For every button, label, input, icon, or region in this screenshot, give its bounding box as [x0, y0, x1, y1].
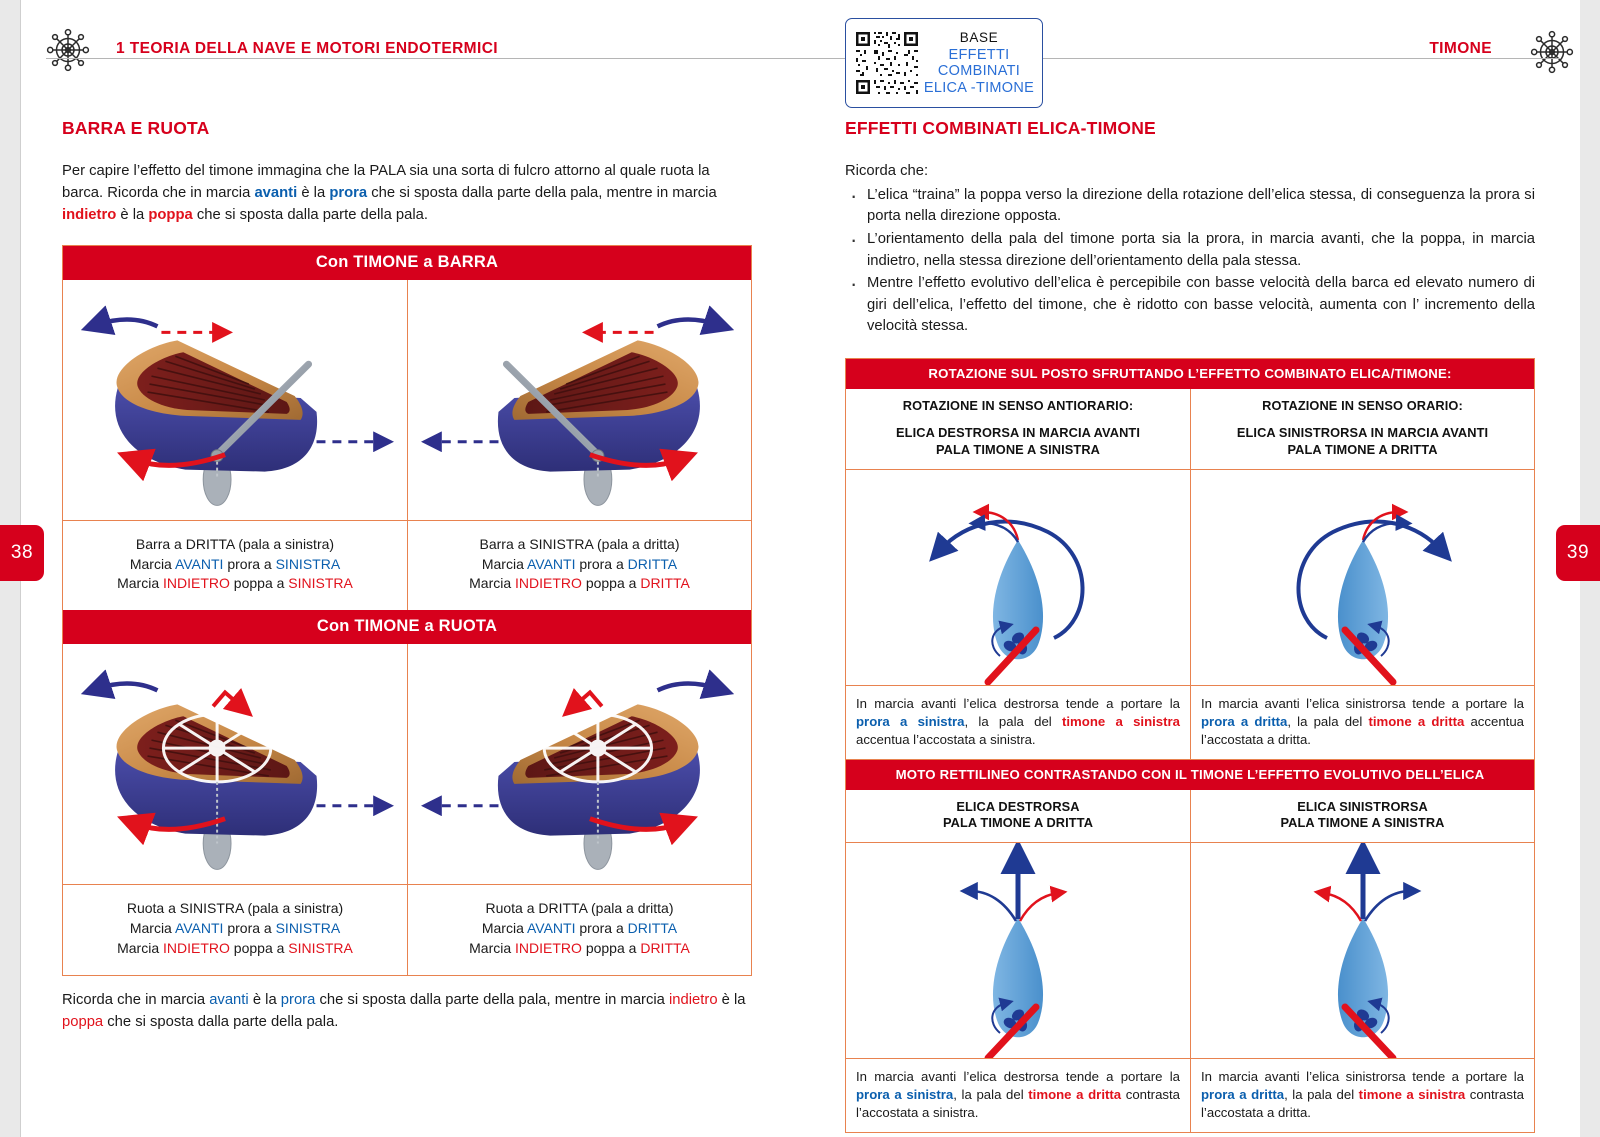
ruota-caption-left-line1: Ruota a SINISTRA (pala a sinistra) — [126, 900, 344, 917]
rotazione-caption-left: In marcia avanti l’elica destrorsa tende a portare la prora a sinistra, la pala del timone a sinistra accentua l’accostata a sinistra. — [856, 695, 1180, 747]
moto-figure-row — [846, 842, 1534, 1058]
outro-avanti: avanti — [209, 991, 249, 1008]
barra-caption-left-line1: Barra a DRITTA (pala a sinistra) — [135, 535, 335, 552]
outro-paragraph — [62, 990, 752, 1034]
straight-motion-left-rudder-diagram — [1203, 843, 1523, 1058]
intro-indietro: indietro — [62, 206, 117, 223]
rotazione-header-row — [846, 389, 1534, 469]
qr-base-label: BASE — [959, 30, 999, 46]
tiller-wheel-table — [62, 245, 752, 976]
lead-text: Ricorda che: — [845, 163, 929, 179]
table-title-ruota: Con TIMONE a RUOTA — [63, 610, 751, 644]
outro-poppa: poppa — [62, 1013, 104, 1030]
page-title-right: EFFETTI COMBINATI ELICA-TIMONE — [845, 118, 1156, 138]
intro-text-4: è la — [116, 206, 149, 223]
barra-caption-right — [407, 521, 751, 611]
ruota-figure-right — [407, 644, 751, 884]
table-title-barra: Con TIMONE a BARRA — [63, 246, 751, 280]
ruota-caption-right-line1: Ruota a DRITTA (pala a dritta) — [485, 900, 674, 917]
moto-header-row — [846, 790, 1534, 843]
barra-caption-left — [63, 521, 407, 611]
list-item: · L’elica “traina” la poppa verso la direzione della rotazione dell’elica stessa, di conseguenza la prora si porta nella direzione opposta. — [845, 185, 1535, 228]
rotazione-header-right-line2: ELICA SINISTRORSA IN MARCIA AVANTI — [1236, 424, 1489, 440]
rotazione-header-left-line1: ROTAZIONE IN SENSO ANTIORARIO: — [902, 398, 1134, 414]
outro-text-4: è la — [717, 991, 746, 1008]
ruota-caption-row — [63, 884, 751, 975]
barra-caption-left-line2: Marcia AVANTI prora a SINISTRA — [129, 555, 341, 572]
qr-line-1: EFFETTI — [948, 47, 1010, 64]
outro-text-5: che si sposta dalla parte della pala. — [103, 1013, 339, 1030]
page-number-right: 39 — [1556, 525, 1600, 581]
barra-figure-row — [63, 280, 751, 520]
boat-tiller-starboard-illustration — [66, 280, 404, 520]
qr-callout-text — [920, 30, 1042, 96]
moto-header-left-line2: PALA TIMONE A DRITTA — [942, 815, 1094, 831]
rotazione-figure-left — [846, 470, 1190, 685]
right-column — [845, 118, 1535, 1133]
outro-text-2: è la — [248, 991, 281, 1008]
barra-caption-row — [63, 520, 751, 611]
barra-caption-right-line1: Barra a SINISTRA (pala a dritta) — [479, 535, 680, 552]
rotazione-header-left-line3: PALA TIMONE A SINISTRA — [935, 441, 1101, 457]
page-title-left: BARRA E RUOTA — [62, 118, 210, 138]
list-item: · L’orientamento della pala del timone porta sia la prora, in marcia avanti, che la poppa, in marcia indietro, nella stessa direzione dell’orientamento della pala stessa. — [845, 229, 1535, 272]
ruota-caption-right-line3: Marcia INDIETRO poppa a DRITTA — [469, 940, 690, 957]
page-number-left: 38 — [0, 525, 44, 581]
table-title-moto: MOTO RETTILINEO CONTRASTANDO CON IL TIMONE L’EFFETTO EVOLUTIVO DELL’ELICA — [846, 759, 1534, 790]
ruota-caption-left — [63, 885, 407, 975]
intro-poppa: poppa — [148, 206, 193, 223]
ruota-caption-right-line2: Marcia AVANTI prora a DRITTA — [481, 920, 678, 937]
moto-header-right-line1: ELICA SINISTRORSA — [1297, 798, 1428, 814]
moto-figure-left — [846, 843, 1190, 1058]
moto-header-right — [1190, 790, 1534, 843]
rotazione-header-left — [846, 389, 1190, 469]
moto-figure-right — [1190, 843, 1534, 1058]
qr-callout-box[interactable] — [845, 18, 1043, 108]
ruota-figure-row — [63, 644, 751, 884]
intro-avanti: avanti — [254, 184, 298, 201]
ruota-caption-left-line2: Marcia AVANTI prora a SINISTRA — [129, 920, 341, 937]
rotation-in-place-table — [845, 358, 1535, 1133]
moto-header-right-line2: PALA TIMONE A SINISTRA — [1280, 815, 1445, 831]
moto-caption-left: In marcia avanti l’elica destrorsa tende a portare la prora a sinistra, la pala del timone a dritta contrasta l’accostata a sinistra. — [856, 1069, 1180, 1121]
intro-prora: prora — [329, 184, 368, 201]
straight-motion-right-rudder-diagram — [858, 843, 1178, 1058]
outro-indietro: indietro — [669, 991, 718, 1008]
qr-code-icon[interactable] — [854, 30, 920, 96]
moto-caption-right: In marcia avanti l’elica sinistrorsa tende a portare la prora a dritta, la pala del timone a sinistra contrasta l’accostata a dritta. — [1190, 1059, 1534, 1132]
outro-prora: prora — [280, 991, 316, 1008]
barra-caption-right-line2: Marcia AVANTI prora a DRITTA — [481, 555, 678, 572]
moto-caption-row — [846, 1058, 1534, 1132]
intro-text-5: che si sposta dalla parte della pala. — [192, 206, 429, 223]
rotazione-header-left-line2: ELICA DESTRORSA IN MARCIA AVANTI — [896, 424, 1140, 440]
rotazione-caption-row — [846, 685, 1534, 759]
rotazione-figure-right — [1190, 470, 1534, 685]
intro-text-3: che si sposta dalla parte della pala, mentre in marcia — [367, 184, 717, 201]
rotazione-header-right-line3: PALA TIMONE A DRITTA — [1287, 441, 1438, 457]
intro-text-1: Per capire l’effetto del timone immagina che la PALA sia una sorta di fulcro attorno al quale ruota la barca. Ricorda che in marcia — [62, 163, 710, 201]
ruota-caption-left-line3: Marcia INDIETRO poppa a SINISTRA — [117, 940, 353, 957]
outro-text-3: che si sposta dalla parte della pala, mentre in marcia — [315, 991, 670, 1008]
barra-figure-left — [63, 280, 407, 520]
boat-tiller-port-illustration — [411, 280, 749, 520]
boat-wheel-starboard-illustration — [411, 644, 749, 884]
qr-line-2: COMBINATI — [937, 63, 1021, 80]
rotazione-header-right — [1190, 389, 1534, 469]
moto-header-left — [846, 790, 1190, 843]
rotazione-caption-right: In marcia avanti l’elica sinistrorsa tende a portare la prora a dritta, la pala del timone a dritta accentua l’accostata a dritta. — [1190, 686, 1534, 759]
outro-text-1: Ricorda che in marcia — [62, 991, 210, 1008]
rotazione-header-right-line1: ROTAZIONE IN SENSO ORARIO: — [1262, 398, 1463, 414]
intro-text-2: è la — [297, 184, 330, 201]
reminders-list — [845, 185, 1535, 338]
ruota-caption-right — [407, 885, 751, 975]
barra-caption-right-line3: Marcia INDIETRO poppa a DRITTA — [469, 575, 690, 592]
boat-wheel-port-illustration — [66, 644, 404, 884]
rotation-cw-diagram — [1203, 470, 1523, 685]
running-title-left: 1 TEORIA DELLA NAVE E MOTORI ENDOTERMICI — [108, 40, 506, 58]
table-title-rotazione: ROTAZIONE SUL POSTO SFRUTTANDO L’EFFETTO COMBINATO ELICA/TIMONE: — [846, 359, 1534, 389]
moto-header-left-line1: ELICA DESTRORSA — [956, 798, 1080, 814]
intro-paragraph — [62, 161, 752, 227]
qr-line-3: ELICA -TIMONE — [923, 79, 1035, 96]
running-title-right: TIMONE — [1421, 40, 1500, 58]
left-column — [62, 118, 752, 1042]
rotazione-figure-row — [846, 469, 1534, 685]
list-item: · Mentre l’effetto evolutivo dell’elica è percepibile con basse velocità della barca ed elevato numero di giri dell’elica, l’effetto del timone, che è ridotto con basse velocità, aumenta con l’ incremento della velocità stessa. — [845, 273, 1535, 338]
ruota-figure-left — [63, 644, 407, 884]
barra-figure-right — [407, 280, 751, 520]
rotation-ccw-diagram — [858, 470, 1178, 685]
barra-caption-left-line3: Marcia INDIETRO poppa a SINISTRA — [117, 575, 353, 592]
